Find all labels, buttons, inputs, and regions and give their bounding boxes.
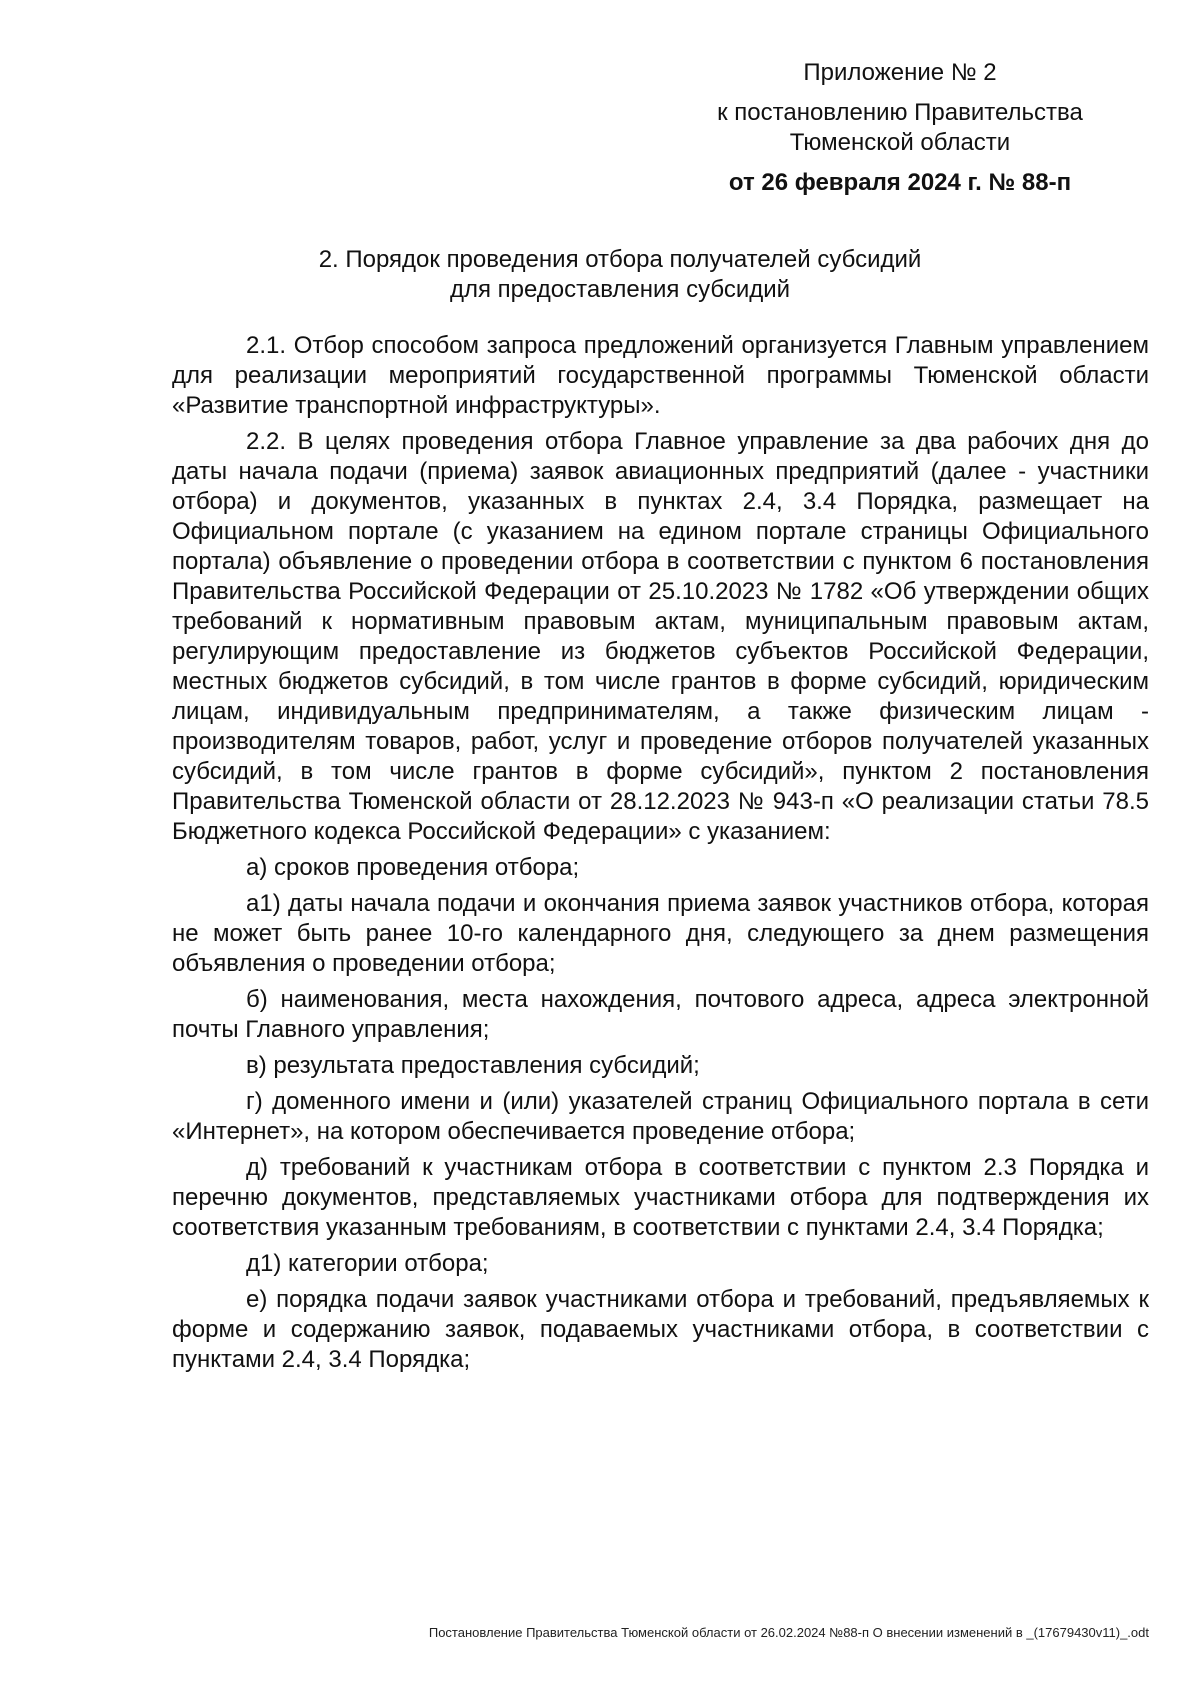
- section-title: [260, 245, 980, 305]
- paragraph-item-b: б) наименования, места нахождения, почтового адреса, адреса электронной почты Главного управления;: [172, 986, 1149, 1043]
- resolution-reference-line1: к постановлению Правительства: [717, 99, 1083, 126]
- paragraph-item-g: г) доменного имени и (или) указателей страниц Официального портала в сети «Интернет», на котором обеспечивается проведение отбора;: [172, 1088, 1149, 1145]
- resolution-date: от 26 февраля 2024 г. № 88-п: [728, 169, 1072, 196]
- section-title-line1: 2. Порядок проведения отбора получателей субсидий: [318, 246, 922, 273]
- resolution-reference-line2: Тюменской области: [789, 129, 1011, 156]
- paragraph-2-1: 2.1. Отбор способом запроса предложений организуется Главным управлением для реализации мероприятий государственной программы Тюменской области «Развитие транспортной инфраструктуры».: [172, 332, 1149, 419]
- paragraph-item-v: в) результата предоставления субсидий;: [246, 1052, 700, 1079]
- document-body: [172, 331, 1149, 1381]
- paragraph-item-a: а) сроков проведения отбора;: [246, 854, 580, 881]
- section-title-line2: для предоставления субсидий: [449, 276, 791, 303]
- appendix-number: Приложение № 2: [803, 59, 997, 86]
- paragraph-item-d: д) требований к участникам отбора в соответствии с пунктом 2.3 Порядка и перечню документов, представляемых участниками отбора для подтверждения их соответствия указанным требованиям, в соответствии с пунктами 2.4, 3.4 Порядка;: [172, 1154, 1149, 1241]
- paragraph-item-d1: д1) категории отбора;: [246, 1250, 489, 1277]
- paragraph-2-2: 2.2. В целях проведения отбора Главное управление за два рабочих дня до даты начала подачи (приема) заявок авиационных предприятий (далее - участники отбора) и документов, указанных в пунктах 2.4, 3.4 Порядка, размещает на Официальном портале (с указанием на едином портале страницы Официального портала) объявление о проведении отбора в соответствии с пунктом 6 постановления Правительства Российской Федерации от 25.10.2023 № 1782 «Об утверждении общих требований к нормативным правовым актам, муниципальным правовым актам, регулирующим предоставление из бюджетов субъектов Российской Федерации, местных бюджетов субсидий, в том числе грантов в форме субсидий, юридическим лицам, индивидуальным предпринимателям, а также физическим лицам - производителям товаров, работ, услуг и проведение отборов получателей указанных субсидий, в том числе грантов в форме субсидий», пунктом 2 постановления Правительства Тюменской области от 28.12.2023 № 943-п «О реализации статьи 78.5 Бюджетного кодекса Российской Федерации» с указанием:: [172, 428, 1149, 845]
- document-footer: Постановление Правительства Тюменской области от 26.02.2024 №88-п О внесении изменений в _(17679430v11)_.odt: [428, 1625, 1149, 1640]
- appendix-header: [660, 58, 1140, 198]
- paragraph-item-a1: а1) даты начала подачи и окончания приема заявок участников отбора, которая не может быть ранее 10-го календарного дня, следующего за днем размещения объявления о проведении отбора;: [172, 890, 1149, 977]
- paragraph-item-e: е) порядка подачи заявок участниками отбора и требований, предъявляемых к форме и содержанию заявок, подаваемых участниками отбора, в соответствии с пунктами 2.4, 3.4 Порядка;: [172, 1286, 1149, 1373]
